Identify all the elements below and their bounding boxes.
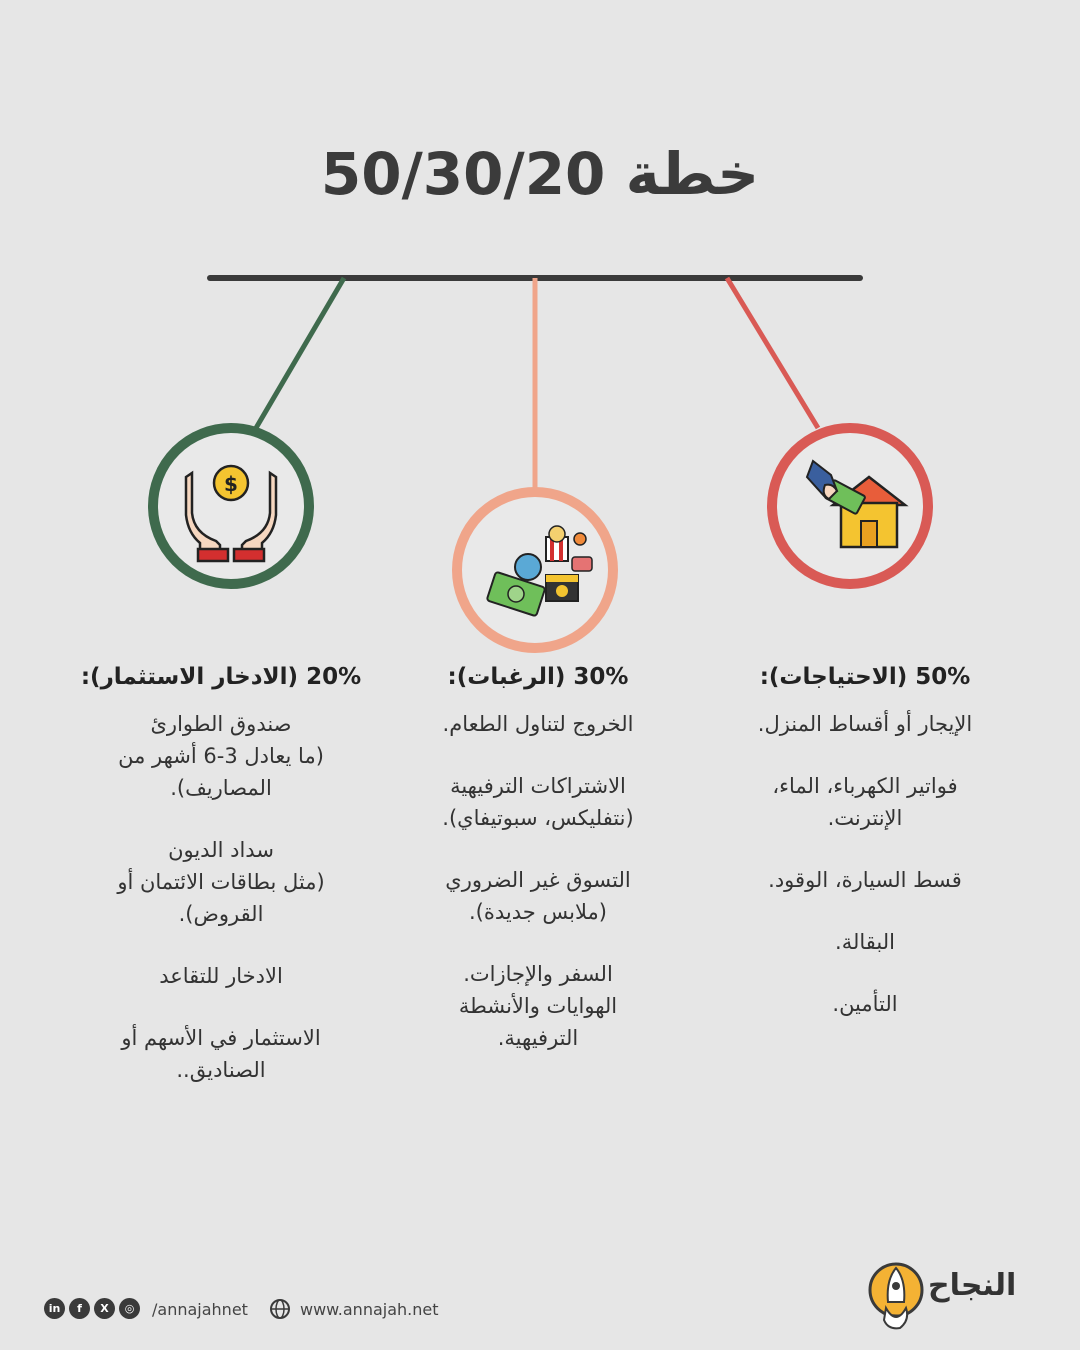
instagram-icon[interactable]: ◎	[119, 1298, 140, 1319]
savings-column	[56, 664, 386, 1116]
savings-circle	[148, 423, 314, 589]
savings-item: الادخار للتقاعد	[159, 964, 283, 988]
social-handle[interactable]: /annajahnet	[152, 1300, 248, 1319]
savings-heading: 20% (الادخار الاستثمار):	[80, 664, 362, 690]
savings-item: سداد الديون (مثل بطاقات الائتمان أو القروض).	[117, 838, 325, 926]
needs-item: الإيجار أو أقساط المنزل.	[757, 712, 973, 736]
svg-text:$: $	[224, 472, 238, 496]
needs-item: قسط السيارة، الوقود.	[768, 868, 962, 892]
wants-item: الخروج لتناول الطعام.	[442, 712, 634, 736]
wants-item: التسوق غير الضروري (ملابس جديدة).	[445, 868, 631, 924]
needs-column	[705, 664, 1025, 1050]
facebook-icon[interactable]: f	[69, 1298, 90, 1319]
needs-item: فواتير الكهرباء، الماء، الإنترنت.	[772, 774, 958, 830]
needs-heading: 50% (الاحتياجات):	[759, 664, 971, 690]
house-money-icon	[777, 433, 923, 579]
needs-circle	[767, 423, 933, 589]
savings-item: الاستثمار في الأسهم أو الصناديق..	[121, 1026, 321, 1082]
footer	[0, 1268, 1080, 1350]
wants-column	[378, 664, 698, 1084]
connector-savings	[256, 278, 344, 428]
linkedin-icon[interactable]: in	[44, 1298, 65, 1319]
connector-needs	[727, 278, 818, 428]
savings-item: صندوق الطوارئ (ما يعادل 3-6 أشهر من المصاريف).	[118, 712, 324, 800]
page-title: خطة 50/30/20	[320, 140, 760, 208]
wants-item: الاشتراكات الترفيهية (نتفليكس، سبوتيفاي).	[442, 774, 634, 830]
social-links	[44, 1298, 140, 1319]
rocket-logo-icon	[868, 1258, 928, 1338]
wants-circle	[452, 487, 618, 653]
website-link[interactable]: www.annajah.net	[300, 1300, 439, 1319]
wants-heading: 30% (الرغبات):	[447, 664, 629, 690]
globe-icon	[269, 1298, 291, 1320]
needs-item: البقالة.	[835, 930, 895, 954]
wants-item: السفر والإجازات. الهوايات والأنشطة الترفيهية.	[458, 962, 618, 1050]
x-icon[interactable]: X	[94, 1298, 115, 1319]
brand-name: النجاح	[928, 1268, 1017, 1303]
hands-coin-icon	[158, 433, 304, 579]
entertainment-money-icon	[462, 497, 608, 643]
needs-item: التأمين.	[832, 992, 898, 1016]
